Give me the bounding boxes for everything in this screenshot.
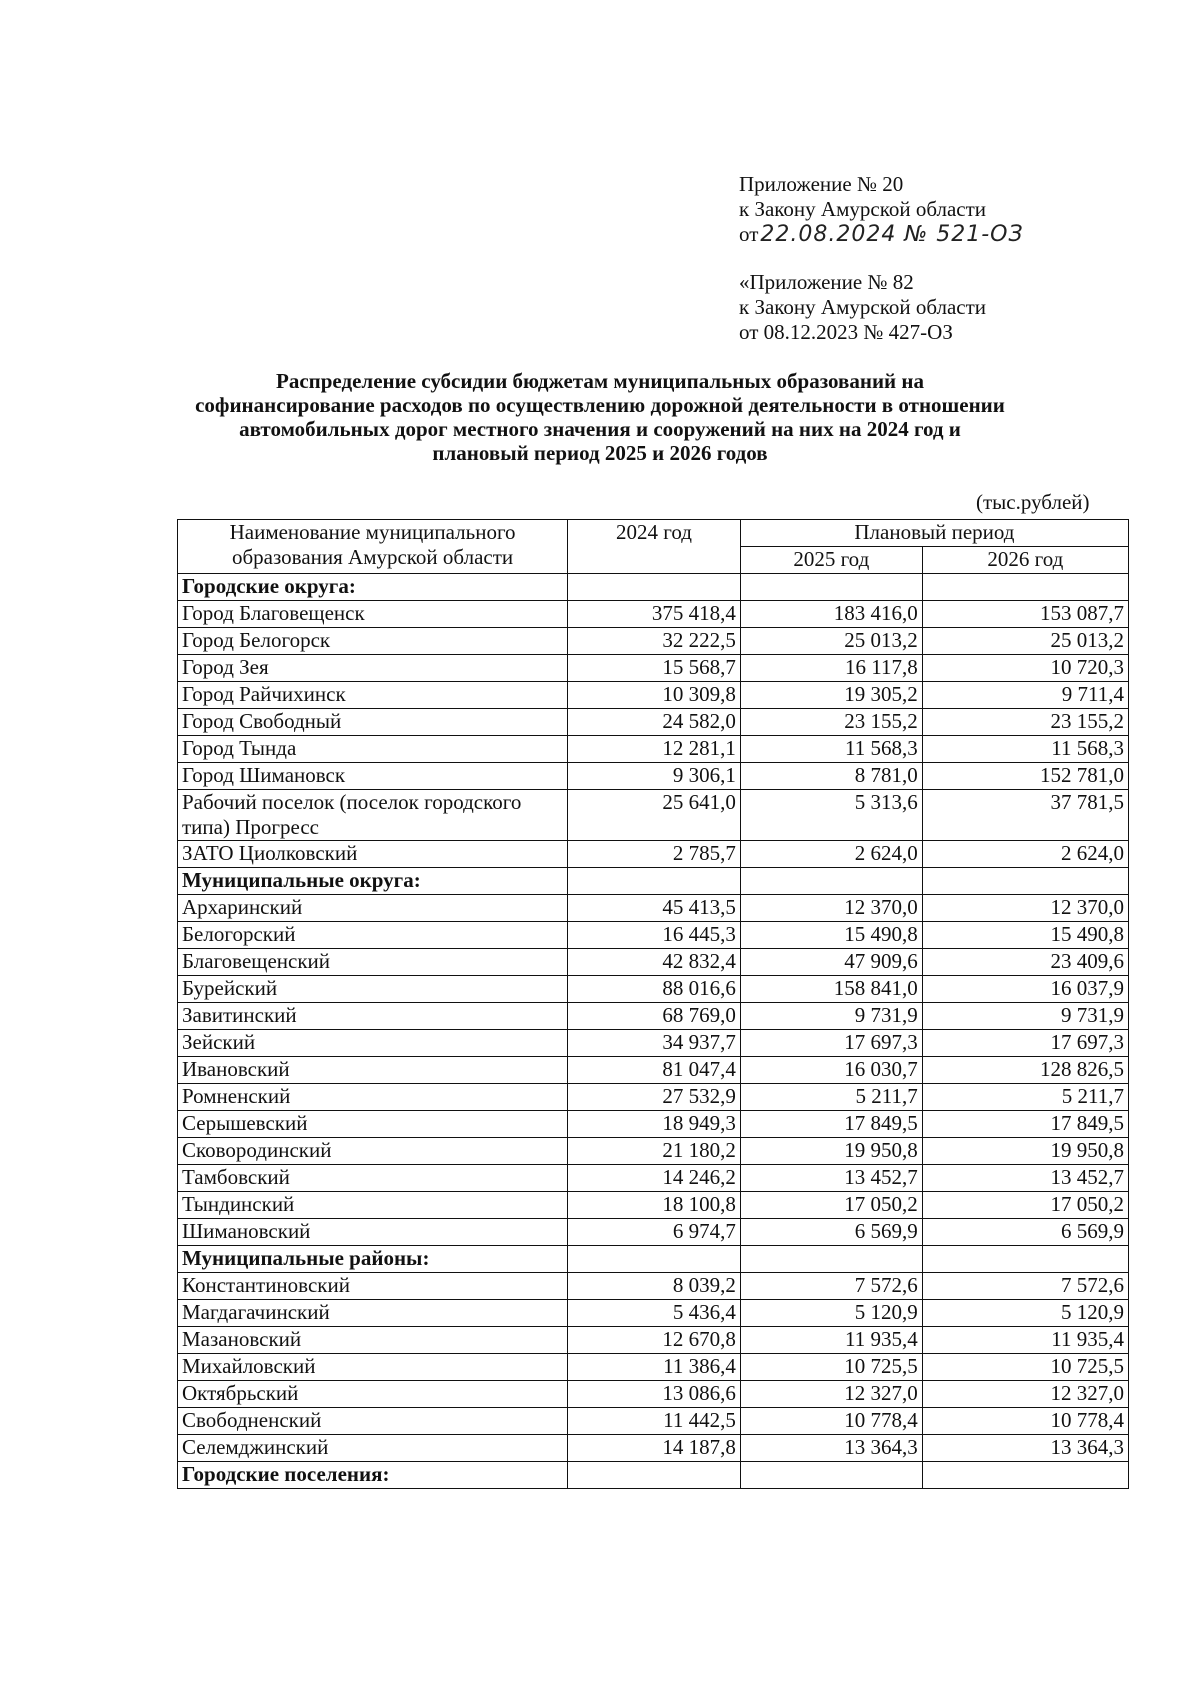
value-2026: 12 370,0 — [922, 895, 1128, 922]
municipality-name: Серышевский — [178, 1111, 568, 1138]
municipality-name: Город Белогорск — [178, 628, 568, 655]
value-2026: 25 013,2 — [922, 628, 1128, 655]
section-row — [178, 1462, 1129, 1489]
municipality-name: Ивановский — [178, 1057, 568, 1084]
empty-cell — [568, 1462, 741, 1489]
value-2024: 2 785,7 — [568, 841, 741, 868]
table-row — [178, 601, 1129, 628]
value-2026: 5 120,9 — [922, 1300, 1128, 1327]
empty-cell — [740, 868, 922, 895]
value-2026: 23 155,2 — [922, 709, 1128, 736]
value-2026: 16 037,9 — [922, 976, 1128, 1003]
municipality-name: Город Шимановск — [178, 763, 568, 790]
municipality-name: Благовещенский — [178, 949, 568, 976]
value-2024: 8 039,2 — [568, 1273, 741, 1300]
value-2026: 17 050,2 — [922, 1192, 1128, 1219]
value-2024: 375 418,4 — [568, 601, 741, 628]
header-row — [178, 520, 1129, 547]
value-2026: 2 624,0 — [922, 841, 1128, 868]
appendix-reference — [739, 172, 1024, 247]
prior-appendix-reference — [739, 270, 986, 345]
empty-cell — [568, 1246, 741, 1273]
table-row — [178, 1219, 1129, 1246]
header-2024: 2024 год — [568, 520, 741, 574]
value-2024: 10 309,8 — [568, 682, 741, 709]
section-label: Муниципальные районы: — [178, 1246, 568, 1273]
value-2024: 11 386,4 — [568, 1354, 741, 1381]
prior-appendix-number: «Приложение № 82 — [739, 270, 914, 294]
table-row — [178, 1057, 1129, 1084]
value-2025: 17 050,2 — [740, 1192, 922, 1219]
table-row — [178, 1084, 1129, 1111]
value-2026: 13 452,7 — [922, 1165, 1128, 1192]
value-2026: 7 572,6 — [922, 1273, 1128, 1300]
municipality-name: Октябрьский — [178, 1381, 568, 1408]
value-2026: 23 409,6 — [922, 949, 1128, 976]
units-label: (тыс.рублей) — [976, 490, 1090, 514]
value-2026: 11 935,4 — [922, 1327, 1128, 1354]
municipality-name: Селемджинский — [178, 1435, 568, 1462]
value-2025: 10 725,5 — [740, 1354, 922, 1381]
value-2024: 81 047,4 — [568, 1057, 741, 1084]
municipality-name: Мазановский — [178, 1327, 568, 1354]
value-2025: 17 697,3 — [740, 1030, 922, 1057]
empty-cell — [740, 1462, 922, 1489]
value-2026: 15 490,8 — [922, 922, 1128, 949]
municipality-name: Город Тында — [178, 736, 568, 763]
municipality-name: Константиновский — [178, 1273, 568, 1300]
empty-cell — [568, 574, 741, 601]
value-2024: 14 246,2 — [568, 1165, 741, 1192]
value-2026: 17 697,3 — [922, 1030, 1128, 1057]
value-2025: 8 781,0 — [740, 763, 922, 790]
municipality-name: Город Свободный — [178, 709, 568, 736]
table-row — [178, 655, 1129, 682]
value-2024: 32 222,5 — [568, 628, 741, 655]
value-2025: 25 013,2 — [740, 628, 922, 655]
value-2025: 17 849,5 — [740, 1111, 922, 1138]
municipality-name: Зейский — [178, 1030, 568, 1057]
value-2024: 6 974,7 — [568, 1219, 741, 1246]
table-row — [178, 976, 1129, 1003]
table-row — [178, 736, 1129, 763]
header-2025: 2025 год — [740, 547, 922, 574]
table-row — [178, 1300, 1129, 1327]
value-2024: 34 937,7 — [568, 1030, 741, 1057]
section-label: Городские поселения: — [178, 1462, 568, 1489]
prior-appendix-law: к Закону Амурской области — [739, 295, 987, 319]
empty-cell — [740, 1246, 922, 1273]
value-2024: 15 568,7 — [568, 655, 741, 682]
appendix-number: Приложение № 20 — [739, 172, 904, 196]
table-row — [178, 682, 1129, 709]
value-2026: 13 364,3 — [922, 1435, 1128, 1462]
table-row — [178, 1003, 1129, 1030]
municipality-name: Рабочий поселок (поселок городского типа) Прогресс — [178, 790, 568, 841]
value-2024: 13 086,6 — [568, 1381, 741, 1408]
municipality-name: Михайловский — [178, 1354, 568, 1381]
table-row — [178, 763, 1129, 790]
municipality-name: Город Райчихинск — [178, 682, 568, 709]
municipality-name: ЗАТО Циолковский — [178, 841, 568, 868]
value-2024: 21 180,2 — [568, 1138, 741, 1165]
subsidy-table-body — [178, 520, 1129, 1489]
table-row — [178, 922, 1129, 949]
value-2026: 9 711,4 — [922, 682, 1128, 709]
value-2026: 10 720,3 — [922, 655, 1128, 682]
header-planned-period: Плановый период — [740, 520, 1128, 547]
table-row — [178, 1165, 1129, 1192]
municipality-name: Архаринский — [178, 895, 568, 922]
value-2024: 18 949,3 — [568, 1111, 741, 1138]
empty-cell — [922, 868, 1128, 895]
value-2025: 19 305,2 — [740, 682, 922, 709]
municipality-name: Завитинский — [178, 1003, 568, 1030]
section-row — [178, 1246, 1129, 1273]
table-row — [178, 1111, 1129, 1138]
table-row — [178, 709, 1129, 736]
value-2025: 47 909,6 — [740, 949, 922, 976]
value-2025: 183 416,0 — [740, 601, 922, 628]
value-2025: 5 313,6 — [740, 790, 922, 841]
value-2024: 18 100,8 — [568, 1192, 741, 1219]
table-row — [178, 1408, 1129, 1435]
handwritten-date-number: 22.08.2024 № 521-ОЗ — [760, 222, 1024, 247]
value-2025: 5 120,9 — [740, 1300, 922, 1327]
value-2025: 12 327,0 — [740, 1381, 922, 1408]
value-2024: 45 413,5 — [568, 895, 741, 922]
municipality-name: Ромненский — [178, 1084, 568, 1111]
municipality-name: Тамбовский — [178, 1165, 568, 1192]
value-2025: 11 568,3 — [740, 736, 922, 763]
value-2024: 9 306,1 — [568, 763, 741, 790]
table-row — [178, 949, 1129, 976]
municipality-name: Шимановский — [178, 1219, 568, 1246]
table-row — [178, 1138, 1129, 1165]
table-row — [178, 841, 1129, 868]
table-row — [178, 895, 1129, 922]
table-row — [178, 1354, 1129, 1381]
table-row — [178, 1381, 1129, 1408]
value-2024: 42 832,4 — [568, 949, 741, 976]
header-name: Наименование муниципального образования Амурской области — [178, 520, 568, 574]
value-2024: 25 641,0 — [568, 790, 741, 841]
value-2025: 13 452,7 — [740, 1165, 922, 1192]
title-line: плановый период 2025 и 2026 годов — [432, 441, 768, 465]
value-2025: 11 935,4 — [740, 1327, 922, 1354]
section-label: Муниципальные округа: — [178, 868, 568, 895]
value-2026: 11 568,3 — [922, 736, 1128, 763]
value-2024: 27 532,9 — [568, 1084, 741, 1111]
value-2026: 5 211,7 — [922, 1084, 1128, 1111]
value-2024: 68 769,0 — [568, 1003, 741, 1030]
value-2025: 9 731,9 — [740, 1003, 922, 1030]
value-2026: 12 327,0 — [922, 1381, 1128, 1408]
value-2026: 6 569,9 — [922, 1219, 1128, 1246]
value-2024: 14 187,8 — [568, 1435, 741, 1462]
value-2025: 6 569,9 — [740, 1219, 922, 1246]
value-2026: 17 849,5 — [922, 1111, 1128, 1138]
header-2026: 2026 год — [922, 547, 1128, 574]
empty-cell — [922, 1462, 1128, 1489]
table-row — [178, 790, 1129, 841]
municipality-name: Белогорский — [178, 922, 568, 949]
appendix-law: к Закону Амурской области — [739, 197, 987, 221]
value-2025: 12 370,0 — [740, 895, 922, 922]
section-row — [178, 868, 1129, 895]
value-2025: 15 490,8 — [740, 922, 922, 949]
table-row — [178, 1327, 1129, 1354]
value-2026: 9 731,9 — [922, 1003, 1128, 1030]
value-2025: 158 841,0 — [740, 976, 922, 1003]
municipality-name: Магдагачинский — [178, 1300, 568, 1327]
value-2026: 37 781,5 — [922, 790, 1128, 841]
value-2026: 10 725,5 — [922, 1354, 1128, 1381]
value-2025: 16 030,7 — [740, 1057, 922, 1084]
prior-appendix-date: от 08.12.2023 № 427-ОЗ — [739, 320, 953, 344]
section-row — [178, 574, 1129, 601]
municipality-name: Город Зея — [178, 655, 568, 682]
section-label: Городские округа: — [178, 574, 568, 601]
value-2025: 19 950,8 — [740, 1138, 922, 1165]
empty-cell — [568, 868, 741, 895]
table-row — [178, 1030, 1129, 1057]
value-2024: 12 670,8 — [568, 1327, 741, 1354]
empty-cell — [922, 1246, 1128, 1273]
value-2025: 23 155,2 — [740, 709, 922, 736]
empty-cell — [922, 574, 1128, 601]
municipality-name: Город Благовещенск — [178, 601, 568, 628]
value-2025: 13 364,3 — [740, 1435, 922, 1462]
municipality-name: Сковородинский — [178, 1138, 568, 1165]
title-line: автомобильных дорог местного значения и сооружений на них на 2024 год и — [239, 417, 961, 441]
table-row — [178, 628, 1129, 655]
appendix-date-line — [739, 222, 1024, 247]
value-2024: 12 281,1 — [568, 736, 741, 763]
title-line: Распределение субсидии бюджетам муниципальных образований на — [276, 369, 924, 393]
table-row — [178, 1192, 1129, 1219]
table-row — [178, 1435, 1129, 1462]
value-2026: 153 087,7 — [922, 601, 1128, 628]
value-2025: 7 572,6 — [740, 1273, 922, 1300]
empty-cell — [740, 574, 922, 601]
value-2025: 5 211,7 — [740, 1084, 922, 1111]
value-2025: 10 778,4 — [740, 1408, 922, 1435]
value-2024: 5 436,4 — [568, 1300, 741, 1327]
municipality-name: Бурейский — [178, 976, 568, 1003]
value-2024: 16 445,3 — [568, 922, 741, 949]
value-2024: 24 582,0 — [568, 709, 741, 736]
value-2026: 10 778,4 — [922, 1408, 1128, 1435]
value-2026: 19 950,8 — [922, 1138, 1128, 1165]
appendix-date-prefix: от — [739, 222, 759, 246]
value-2025: 2 624,0 — [740, 841, 922, 868]
municipality-name: Тындинский — [178, 1192, 568, 1219]
value-2025: 16 117,8 — [740, 655, 922, 682]
table-row — [178, 1273, 1129, 1300]
municipality-name: Свободненский — [178, 1408, 568, 1435]
value-2026: 128 826,5 — [922, 1057, 1128, 1084]
value-2026: 152 781,0 — [922, 763, 1128, 790]
subsidy-table — [177, 519, 1129, 1489]
title-line: софинансирование расходов по осуществлению дорожной деятельности в отношении — [195, 393, 1005, 417]
value-2024: 11 442,5 — [568, 1408, 741, 1435]
value-2024: 88 016,6 — [568, 976, 741, 1003]
document-title — [150, 369, 1050, 465]
